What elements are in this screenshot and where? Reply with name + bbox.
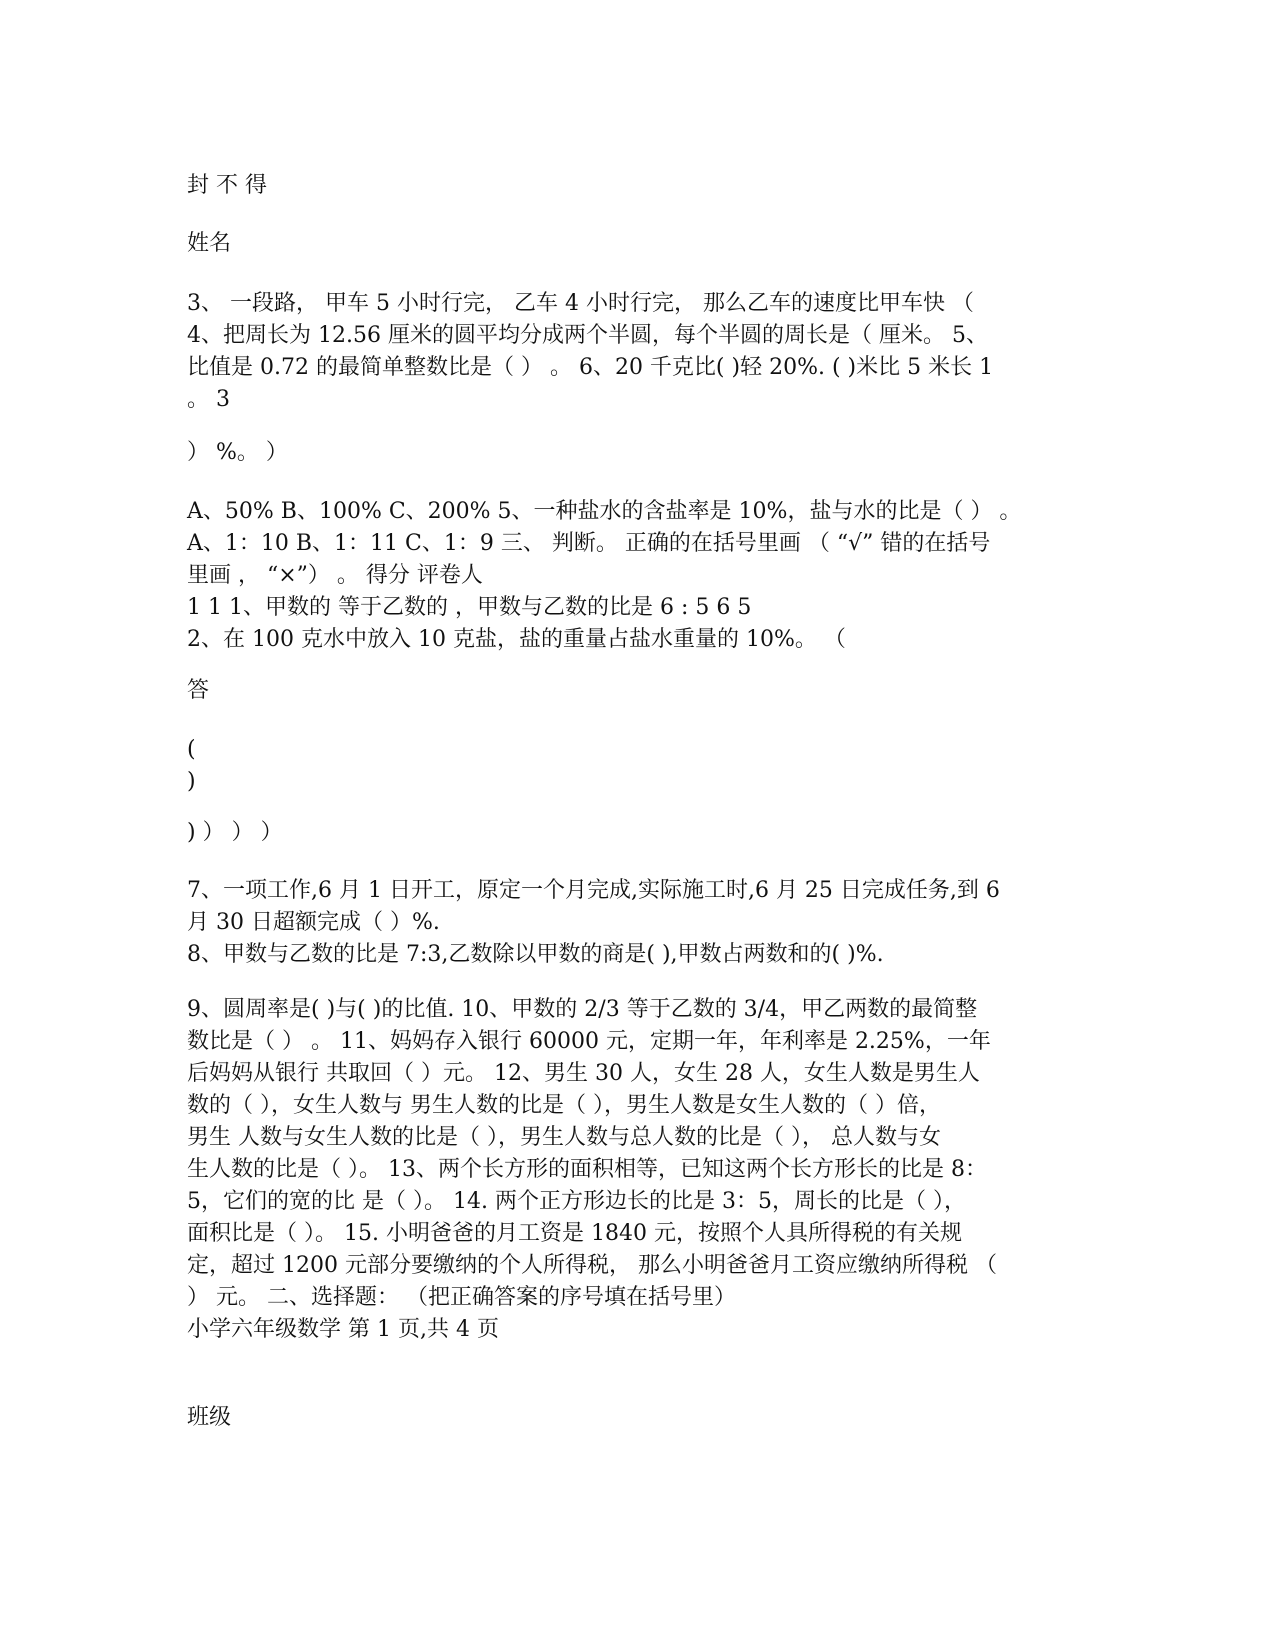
- text-line: ） %。 ）: [187, 440, 288, 465]
- text-line: A、50% B、100% C、200% 5、一种盐水的含盐率是 10%，盐与水的比是（ ） 。: [187, 499, 1022, 524]
- answer-label: [187, 675, 1112, 707]
- page-footer: 小学六年级数学 第 1 页,共 4 页: [187, 1317, 499, 1342]
- bracket-fragment: [187, 734, 1112, 798]
- text-line: 面积比是（ ）。 15. 小明爸爸的月工资是 1840 元，按照个人具所得税的有关规: [187, 1221, 962, 1246]
- text-line: 8、甲数与乙数的比是 7:3,乙数除以甲数的商是( ),甲数占两数和的( )%.: [187, 942, 884, 967]
- text-line: 1 1 1、甲数的 等于乙数的 ，甲数与乙数的比是 6 : 5 6 5: [187, 595, 752, 620]
- text-line: 班级: [187, 1405, 232, 1430]
- text-line: 。 3: [187, 387, 230, 412]
- fill-in-questions-7-8: [187, 875, 1112, 971]
- text-line: 3、 一段路， 甲车 5 小时行完， 乙车 4 小时行完， 那么乙车的速度比甲车快 （: [187, 291, 974, 316]
- text-line: ) ） ） ）: [187, 820, 283, 845]
- text-line: 男生 人数与女生人数的比是（ ），男生人数与总人数的比是（ ）， 总人数与女: [187, 1125, 941, 1150]
- text-line: 定，超过 1200 元部分要缴纳的个人所得税， 那么小明爸爸月工资应缴纳所得税 （: [187, 1253, 997, 1278]
- text-line: A、1：10 B、1：11 C、1：9 三、 判断。 正确的在括号里画 （ “√” 错的在括号: [187, 531, 991, 556]
- text-line: 5，它们的宽的比 是（ ）。 14. 两个正方形边长的比是 3：5，周长的比是（ ），: [187, 1189, 966, 1214]
- text-line: 9、圆周率是( )与( )的比值. 10、甲数的 2/3 等于乙数的 3/4，甲乙两数的最简整: [187, 997, 978, 1022]
- class-label: [187, 1402, 1112, 1434]
- text-line: 4、把周长为 12.56 厘米的圆平均分成两个半圆，每个半圆的周长是（ 厘米。 5、: [187, 323, 988, 348]
- fill-in-questions-3-6: [187, 288, 1112, 416]
- text-line: 2、在 100 克水中放入 10 克盐，盐的重量占盐水重量的 10%。 （: [187, 627, 846, 652]
- choice-and-judgement-section: [187, 496, 1112, 656]
- seal-text: [187, 170, 1112, 202]
- text-line: ): [187, 769, 196, 794]
- text-line: 答: [187, 678, 210, 703]
- text-line: 月 30 日超额完成（ ）%.: [187, 910, 440, 935]
- text-line: 后妈妈从银行 共取回（ ）元。 12、男生 30 人，女生 28 人，女生人数是男生人: [187, 1061, 980, 1086]
- text-line: 比值是 0.72 的最简单整数比是（ ） 。 6、20 千克比( )轻 20%. ( )米比 5 米长 1: [187, 355, 994, 380]
- text-line: 数的（ ），女生人数与 男生人数的比是（ ），男生人数是女生人数的（ ）倍，: [187, 1093, 941, 1118]
- text-line: 数比是（ ） 。 11、妈妈存入银行 60000 元，定期一年，年利率是 2.25%，一年: [187, 1029, 991, 1054]
- fill-in-questions-9-15: [187, 994, 1112, 1346]
- text-line: 生人数的比是（ ）。 13、两个长方形的面积相等，已知这两个长方形长的比是 8：: [187, 1157, 987, 1182]
- text-line: 封 不 得: [187, 173, 267, 198]
- text-line: ） 元。 二、选择题： （把正确答案的序号填在括号里）: [187, 1285, 736, 1310]
- text-line: 姓名: [187, 231, 232, 256]
- text-line: 里画 ， “×”） 。 得分 评卷人: [187, 563, 483, 588]
- text-line: (: [187, 737, 196, 762]
- bracket-fragment-row: [187, 817, 1112, 849]
- name-label: [187, 228, 1112, 260]
- fragment-line: [187, 437, 1112, 469]
- text-line: 7、一项工作,6 月 1 日开工，原定一个月完成,实际施工时,6 月 25 日完成任务,到 6: [187, 878, 1000, 903]
